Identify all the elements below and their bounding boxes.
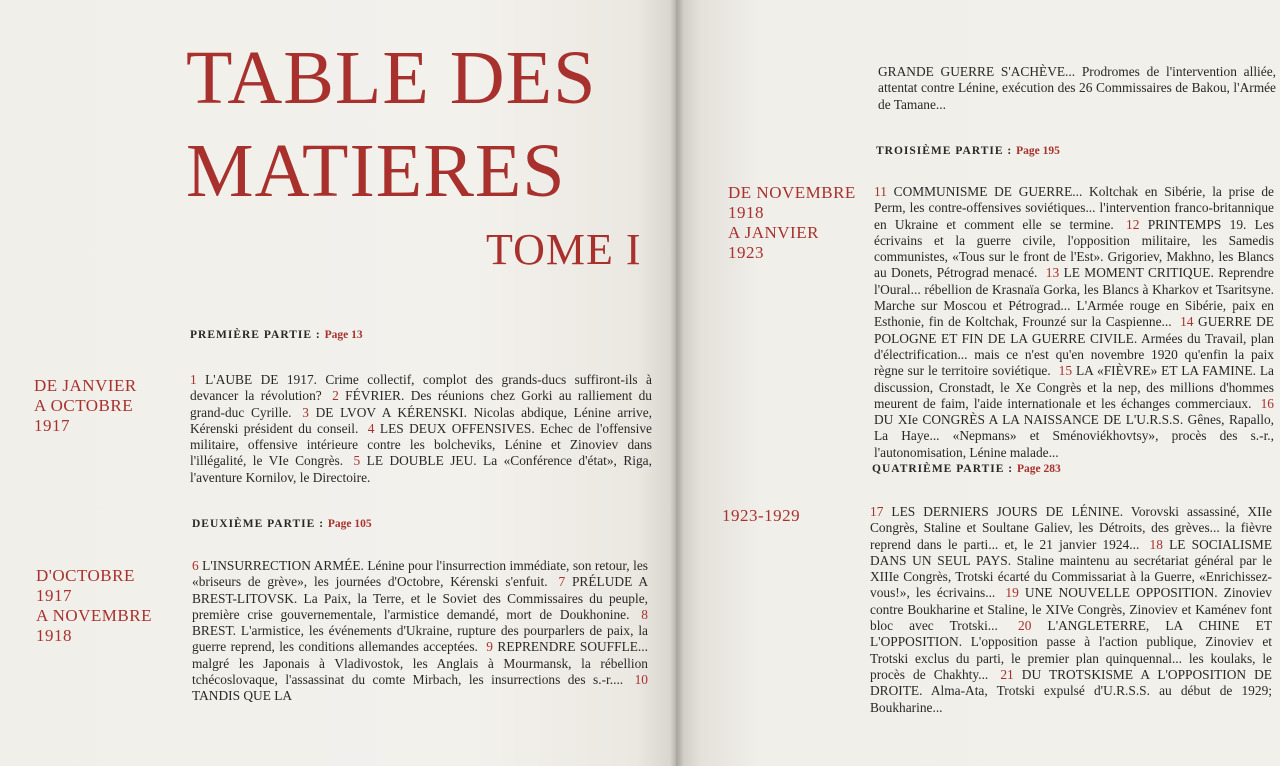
chapter-number: 13 xyxy=(1045,265,1060,281)
part-page: Page 195 xyxy=(1016,145,1060,157)
title-line-2: MATIERES xyxy=(186,129,566,213)
chapter-text: TANDIS QUE LA xyxy=(192,688,293,704)
chapter-text: DE LVOV A KÉRENSKI. Nicolas abdique, Lénine arrive, Kérenski président du conseil. xyxy=(190,404,652,436)
part-label: QUATRIÈME PARTIE : xyxy=(872,463,1014,475)
part-heading-4 xyxy=(872,463,1061,475)
chapter-number: 21 xyxy=(1000,666,1014,682)
part-heading-1 xyxy=(190,329,363,341)
chapter-text: LES DERNIERS JOURS DE LÉNINE. Vorovski assassiné, XIIe Congrès, Staline et Soultane Galiev, les Détroits, des grèves... la fièvre reprend dans le parti... et, le 21 janvier 1924... xyxy=(870,504,1272,552)
chapter-text: LES DEUX OFFENSIVES. Echec de l'offensive militaire, offensive intérieure contre les bolcheviks, Lénine et Zinoviev dans l'illégalité, le VIe Congrès. xyxy=(190,420,652,469)
chapter-number: 18 xyxy=(1149,536,1163,552)
chapter-number: 9 xyxy=(486,639,493,655)
chapter-text: UNE NOUVELLE OPPOSITION. Zinoviev contre Boukharine et Staline, le XIVe Congrès, Zinoviev et Kaménev font bloc avec Trotski... xyxy=(870,585,1272,634)
chapter-number: 3 xyxy=(302,404,309,420)
chapter-list-4 xyxy=(870,504,1272,716)
chapter-text: BREST. L'armistice, les événements d'Ukraine, rupture des pourparlers de paix, la guerre reprend, les conditions allemandes acceptées. xyxy=(192,623,648,655)
chapter-number: 17 xyxy=(870,504,884,519)
chapter-number: 20 xyxy=(1018,618,1032,634)
part-label: PREMIÈRE PARTIE : xyxy=(190,329,321,341)
chapter-list-2 xyxy=(192,558,648,705)
chapter-text: L'AUBE DE 1917. Crime collectif, complot des grands-ducs suffiront-ils à devancer la révolution? xyxy=(190,372,652,404)
part-label: DEUXIÈME PARTIE : xyxy=(192,518,325,530)
period-2: D'OCTOBRE 1917 A NOVEMBRE 1918 xyxy=(36,566,152,645)
book-gutter xyxy=(670,0,684,766)
part-heading-2 xyxy=(192,518,372,530)
chapter-text: L'ANGLETERRE, LA CHINE ET L'OPPOSITION. L'opposition passe à l'action publique, Zinoviev et Trotski exclus du parti, le premier plan quinquennal... les koulaks, le procès de Chakhty... xyxy=(870,618,1273,682)
chapter-text: DU XIe CONGRÈS A LA NAISSANCE DE L'U.R.S.S. Gênes, Rapallo, La Haye... «Nepmans» et Sménoviékhovtsy», procès des s.-r., l'autonomisation, Lénine malade... xyxy=(874,412,1274,460)
chapter-number: 8 xyxy=(641,606,648,622)
title-line-1: TABLE DES xyxy=(186,36,597,120)
chapter-text: DU TROTSKISME A L'OPPOSITION DE DROITE. Alma-Ata, Trotski expulsé d'U.R.S.S. au début de 1929; Boukharine... xyxy=(870,666,1272,715)
chapter-text: GUERRE DE POLOGNE ET FIN DE LA GUERRE CIVILE. Armées du Travail, plan d'électrification... mais ce n'est qu'en novembre 1920 qu'enfin la paix règne sur le territoire soviétique. xyxy=(874,314,1274,379)
tome-label: TOME I xyxy=(486,225,642,274)
chapter-text: FÉVRIER. Des réunions chez Gorki au ralliement du grand-duc Cyrille. xyxy=(190,388,652,420)
chapter-text: REPRENDRE SOUFFLE... malgré les Japonais à Vladivostok, les Anglais à Mourmansk, la rébellion tchécoslovaque, l'assassinat du comte Mirbach, les insurrections des s.-r.... xyxy=(192,639,648,688)
part-heading-3 xyxy=(876,145,1060,157)
part-page: Page 13 xyxy=(324,329,363,341)
part-page: Page 283 xyxy=(1017,463,1061,475)
chapter-continuation: GRANDE GUERRE S'ACHÈVE... Prodromes de l'intervention alliée, attentat contre Lénine, exécution des 26 Commissaires de Bakou, l'Armée de Tamane... xyxy=(878,64,1276,112)
chapter-number: 10 xyxy=(634,672,648,688)
part-label: TROISIÈME PARTIE : xyxy=(876,145,1013,157)
chapter-number: 2 xyxy=(332,388,339,404)
right-page xyxy=(676,0,1280,766)
chapter-text: L'INSURRECTION ARMÉE. Lénine pour l'insurrection immédiate, son retour, les «briseurs de grève», les journées d'Octobre, Kérenski s'enfuit. xyxy=(192,558,648,590)
chapter-text: PRINTEMPS 19. Les écrivains et la guerre civile, l'opposition militaire, les Samedis communistes, «Tous sur le front de l'Est». Grigoriev, Makhno, les Blancs au Donets, Pétrograd menacé. xyxy=(874,216,1274,281)
chapter-number: 19 xyxy=(1005,585,1019,601)
chapter-text: LA «FIÈVRE» ET LA FAMINE. La discussion, Cronstadt, le Xe Congrès et la nep, des millions d'hommes meurent de faim, l'aide internationale et les échanges commerciaux. xyxy=(874,363,1274,411)
chapter-text: PRÉLUDE A BREST-LITOVSK. La Paix, la Terre, et le Soviet des Commissaires du peuple, première crise gouvernementale, l'armistice demandé, mort de Doukhonine. xyxy=(192,574,648,622)
chapter-number: 5 xyxy=(353,453,361,469)
chapter-list-1 xyxy=(190,372,652,486)
period-3: DE NOVEMBRE 1918 A JANVIER 1923 xyxy=(728,183,856,262)
chapter-text: COMMUNISME DE GUERRE... Koltchak en Sibérie, la prise de Perm, les contre-offensives soviétiques... l'intervention franco-britannique en Ukraine et comment elle se termine. xyxy=(874,184,1274,232)
chapter-text: LE DOUBLE JEU. La «Conférence d'état», Riga, l'aventure Kornilov, le Directoire. xyxy=(190,453,652,485)
chapter-number: 15 xyxy=(1058,363,1073,379)
chapter-number: 14 xyxy=(1180,314,1194,330)
chapter-text: LE SOCIALISME DANS UN SEUL PAYS. Staline maintenu au secrétariat général par le XIIIe Congrès, Trotski écarté du Commissariat à la Guerre, «Enrichissez-vous!», les écrivains... xyxy=(870,536,1272,601)
chapter-number: 16 xyxy=(1260,395,1274,411)
chapter-number: 4 xyxy=(367,420,375,436)
chapter-list-3 xyxy=(874,184,1274,461)
chapter-number: 1 xyxy=(190,372,197,387)
chapter-number: 12 xyxy=(1126,216,1140,232)
period-4: 1923-1929 xyxy=(722,506,801,525)
part-page: Page 105 xyxy=(327,518,372,530)
chapter-number: 11 xyxy=(874,184,887,199)
chapter-number: 7 xyxy=(558,574,566,590)
chapter-text: LE MOMENT CRITIQUE. Reprendre l'Oural... rébellion de Krasnaïa Gorka, les Blancs à Kharkov et Tsaritsyne. Marche sur Moscou et Pétrograd... L'Armée rouge en Sibérie, paix en Esthonie, fin de Koltchak, Frounzé sur la Caspienne... xyxy=(874,265,1274,330)
chapter-number: 6 xyxy=(192,558,199,573)
period-1: DE JANVIER A OCTOBRE 1917 xyxy=(34,376,137,435)
